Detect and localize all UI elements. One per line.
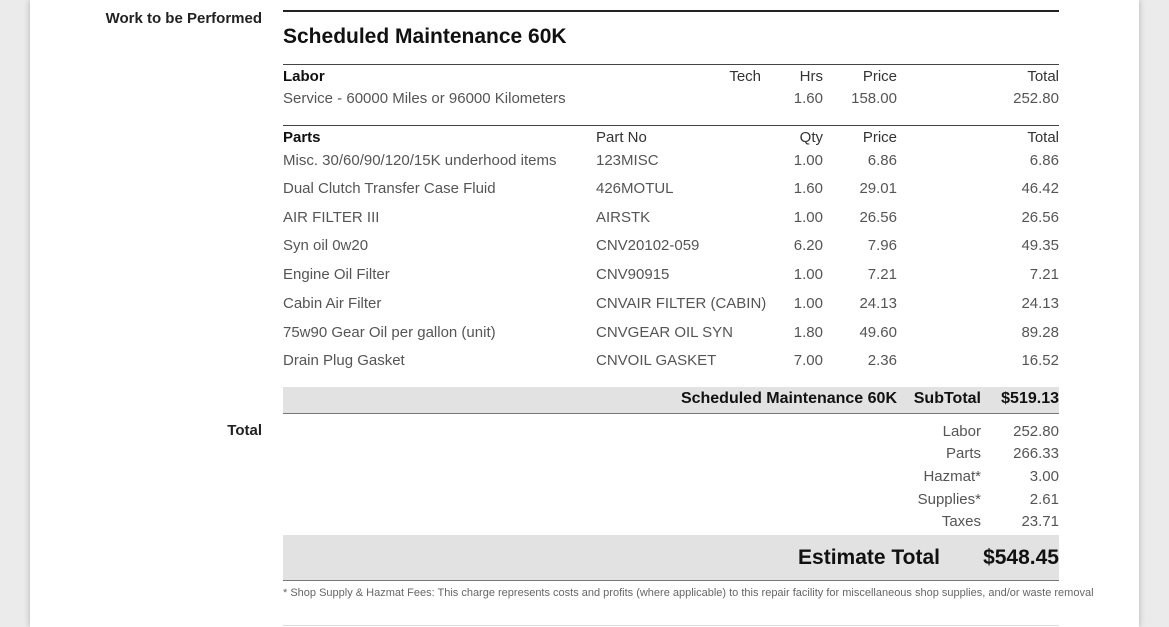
part-desc: Syn oil 0w20: [283, 237, 369, 254]
part-total: 46.42: [1021, 180, 1059, 197]
part-qty: 1.00: [793, 209, 823, 226]
part-total: 49.35: [1021, 237, 1059, 254]
part-qty: 1.00: [793, 266, 823, 283]
totals-value-parts: 266.33: [1013, 445, 1059, 462]
totals-value-taxes: 23.71: [1021, 513, 1059, 530]
part-desc: Engine Oil Filter: [283, 266, 390, 283]
bottom-divider: [283, 625, 1059, 626]
part-total: 7.21: [1029, 266, 1059, 283]
totals-label-parts: Parts: [945, 445, 981, 462]
parts-divider: [283, 125, 1059, 126]
part-desc: Cabin Air Filter: [283, 295, 382, 312]
part-number: CNV20102-059: [596, 237, 700, 254]
part-qty: 7.00: [793, 352, 823, 369]
subtotal-job-name: Scheduled Maintenance 60K: [680, 390, 897, 407]
part-desc: 75w90 Gear Oil per gallon (unit): [283, 324, 496, 341]
part-price: 49.60: [859, 324, 897, 341]
part-number: CNVAIR FILTER (CABIN): [596, 295, 767, 312]
totals-value-hazmat: 3.00: [1029, 468, 1059, 485]
part-qty: 1.60: [793, 180, 823, 197]
subtotal-value: $519.13: [1001, 390, 1059, 407]
part-price: 7.96: [867, 237, 897, 254]
top-divider: [283, 10, 1059, 12]
part-number: CNVGEAR OIL SYN: [596, 324, 733, 341]
parts-header: Parts: [283, 129, 321, 146]
totals-label-hazmat: Hazmat*: [923, 468, 981, 485]
part-desc: AIR FILTER III: [283, 209, 380, 226]
totals-label-taxes: Taxes: [941, 513, 981, 530]
part-number: CNV90915: [596, 266, 670, 283]
totals-label-supplies: Supplies*: [917, 491, 981, 508]
totals-label-labor: Labor: [942, 423, 981, 440]
labor-price: 158.00: [851, 90, 897, 107]
part-desc: Drain Plug Gasket: [283, 352, 405, 369]
part-number: AIRSTK: [596, 209, 651, 226]
part-qty: 6.20: [793, 237, 823, 254]
parts-partno-header: Part No: [596, 129, 647, 146]
parts-total-header: Total: [1027, 129, 1059, 146]
part-number: 123MISC: [596, 152, 659, 169]
totals-value-supplies: 2.61: [1029, 491, 1059, 508]
labor-divider: [283, 64, 1059, 65]
part-price: 26.56: [859, 209, 897, 226]
part-total: 26.56: [1021, 209, 1059, 226]
labor-hrs: 1.60: [793, 90, 823, 107]
part-desc: Misc. 30/60/90/120/15K underhood items: [283, 152, 557, 169]
parts-price-header: Price: [862, 129, 897, 146]
part-number: 426MOTUL: [596, 180, 674, 197]
labor-price-header: Price: [862, 68, 897, 85]
part-total: 16.52: [1021, 352, 1059, 369]
part-qty: 1.00: [793, 152, 823, 169]
labor-desc: Service - 60000 Miles or 96000 Kilometers: [283, 90, 566, 107]
labor-total-header: Total: [1027, 68, 1059, 85]
part-desc: Dual Clutch Transfer Case Fluid: [283, 180, 496, 197]
work-section-label: Work to be Performed: [105, 10, 262, 27]
part-total: 6.86: [1029, 152, 1059, 169]
estimate-total-band: [283, 535, 1059, 581]
total-section-label: Total: [227, 422, 262, 439]
part-price: 7.21: [867, 266, 897, 283]
labor-header: Labor: [283, 68, 325, 85]
parts-qty-header: Qty: [799, 129, 823, 146]
footnote: * Shop Supply & Hazmat Fees: This charge represents costs and profits (where applicable) to this repair facility for miscellaneous shop supplies, and/or waste removal: [283, 587, 1094, 599]
labor-tech-header: Tech: [729, 68, 761, 85]
estimate-total-value: $548.45: [983, 546, 1059, 569]
estimate-page: [30, 0, 1139, 627]
part-price: 6.86: [867, 152, 897, 169]
labor-total: 252.80: [1013, 90, 1059, 107]
subtotal-label: SubTotal: [913, 390, 981, 407]
part-price: 24.13: [859, 295, 897, 312]
part-qty: 1.00: [793, 295, 823, 312]
estimate-total-label: Estimate Total: [798, 546, 940, 569]
job-title: Scheduled Maintenance 60K: [283, 25, 567, 48]
part-number: CNVOIL GASKET: [596, 352, 717, 369]
part-qty: 1.80: [793, 324, 823, 341]
part-price: 29.01: [859, 180, 897, 197]
part-total: 89.28: [1021, 324, 1059, 341]
part-total: 24.13: [1021, 295, 1059, 312]
totals-value-labor: 252.80: [1013, 423, 1059, 440]
labor-hrs-header: Hrs: [799, 68, 823, 85]
part-price: 2.36: [867, 352, 897, 369]
